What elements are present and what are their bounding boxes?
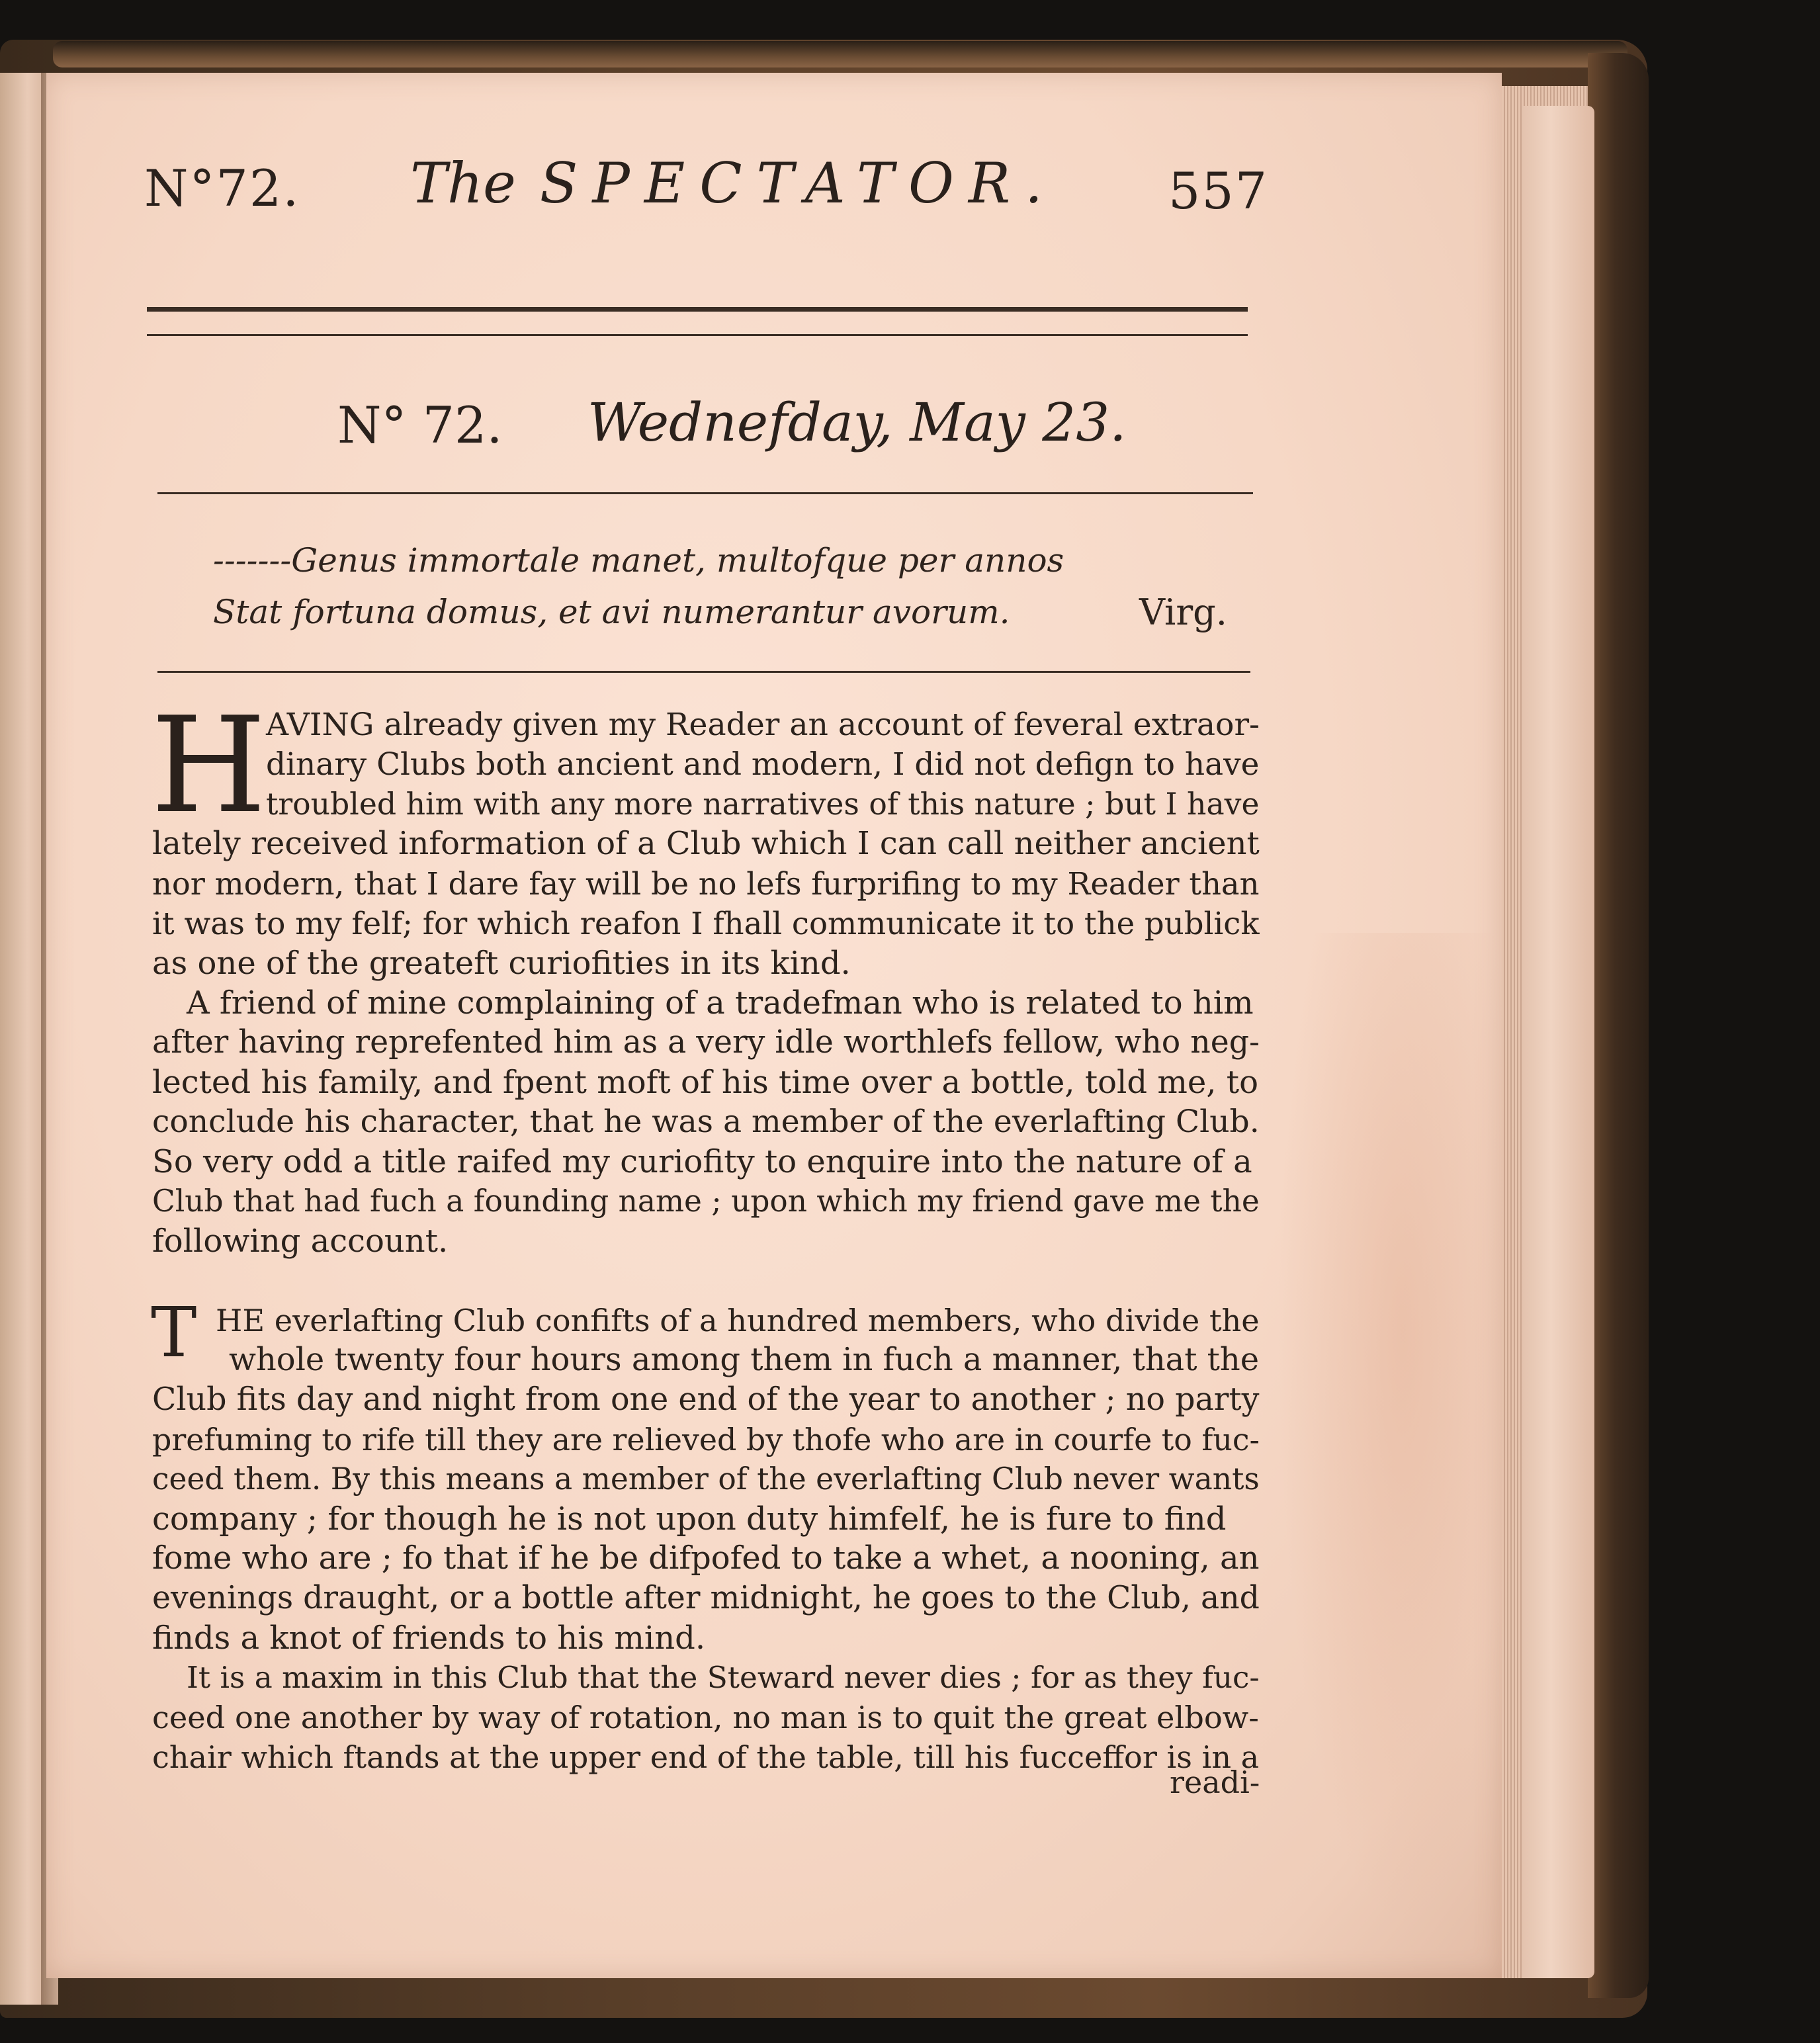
head-rule-thin <box>147 334 1248 336</box>
paragraph-3-line: prefuming to rife till they are relieved by thofe who are in courfe to fuc- <box>152 1422 1260 1457</box>
paragraph-4-line: It is a maxim in this Club that the Steward never dies ; for as they fuc- <box>187 1660 1260 1695</box>
paragraph-2-line: conclude his character, that he was a member of the everlafting Club. <box>152 1104 1260 1140</box>
paragraph-1-line: it was to my felf; for which reafon I fhall communicate it to the publick <box>152 906 1260 941</box>
paper-stain <box>1277 933 1528 1925</box>
paragraph-1-line: nor modern, that I dare fay will be no lefs furprifing to my Reader than <box>152 866 1260 902</box>
drop-cap-t: T <box>151 1292 197 1373</box>
issue-date: Wednefday, May 23. <box>587 392 1127 453</box>
paragraph-2-line: A friend of mine complaining of a tradefman who is related to him <box>187 984 1254 1022</box>
motto-rule <box>157 671 1250 673</box>
catchword: readi- <box>1170 1764 1260 1800</box>
paragraph-1-line: dinary Clubs both ancient and modern, I did not defign to have <box>266 746 1260 783</box>
paragraph-3-line: finds a knot of friends to his mind. <box>152 1620 706 1657</box>
motto-line-2: Stat fortuna domus, et avi numerantur avorum. <box>213 593 1010 631</box>
paragraph-2-line: Club that had fuch a founding name ; upon which my friend gave me the <box>152 1184 1260 1219</box>
paragraph-3-line: HE everlafting Club confifts of a hundred members, who divide the <box>216 1303 1260 1338</box>
issue-rule <box>157 492 1253 494</box>
drop-cap-h: H <box>151 689 267 843</box>
paragraph-4-line: ceed one another by way of rotation, no man is to quit the great elbow- <box>152 1700 1259 1735</box>
motto-line-1: -------Genus immortale manet, multofque per annos <box>213 541 1064 580</box>
paragraph-1-line: troubled him with any more narratives of this nature ; but I have <box>266 787 1260 822</box>
book-cover-right-edge <box>1588 53 1649 1998</box>
paragraph-3-line: whole twenty four hours among them in fuch a manner, that the <box>229 1342 1260 1378</box>
paragraph-3-line: company ; for though he is not upon duty himfelf, he is fure to find <box>152 1500 1227 1538</box>
paragraph-1-line: as one of the greateft curiofities in its kind. <box>152 945 851 982</box>
paragraph-3-line: fome who are ; fo that if he be difpofed to take a whet, a nooning, an <box>152 1540 1260 1577</box>
paragraph-4-line: chair which ftands at the upper end of the table, till his fucceffor is in a <box>152 1739 1260 1775</box>
paragraph-1-line: AVING already given my Reader an account of feveral extraor- <box>266 707 1260 743</box>
page-number: 557 <box>1168 161 1269 220</box>
paragraph-2-line: following account. <box>152 1223 449 1260</box>
running-head-title-the: The <box>410 151 516 216</box>
previous-page-edge <box>0 73 46 2005</box>
paragraph-3-line: Club fits day and night from one end of the year to another ; no party <box>152 1381 1260 1418</box>
page-fore-edge <box>1522 106 1594 1978</box>
paragraph-1-line: lately received information of a Club which I can call neither ancient <box>152 826 1260 862</box>
paragraph-2-line: after having reprefented him as a very idle worthlefs fellow, who neg- <box>152 1024 1260 1061</box>
paragraph-3-line: ceed them. By this means a member of the everlafting Club never wants <box>152 1461 1260 1497</box>
motto-source: Virg. <box>1139 591 1227 633</box>
running-head-title <box>410 151 1057 216</box>
running-head-title-main: SPECTATOR. <box>539 151 1057 216</box>
book-cover-top-edge <box>53 41 1627 67</box>
head-rule-thick <box>147 307 1248 312</box>
running-head-number: N°72. <box>144 159 300 218</box>
issue-number: N° 72. <box>337 396 503 455</box>
paragraph-2-line: So very odd a title raifed my curiofity to enquire into the nature of a <box>152 1143 1252 1180</box>
paragraph-2-line: lected his family, and fpent moft of his time over a bottle, told me, to <box>152 1064 1258 1101</box>
paragraph-3-line: evenings draught, or a bottle after midnight, he goes to the Club, and <box>152 1580 1260 1616</box>
